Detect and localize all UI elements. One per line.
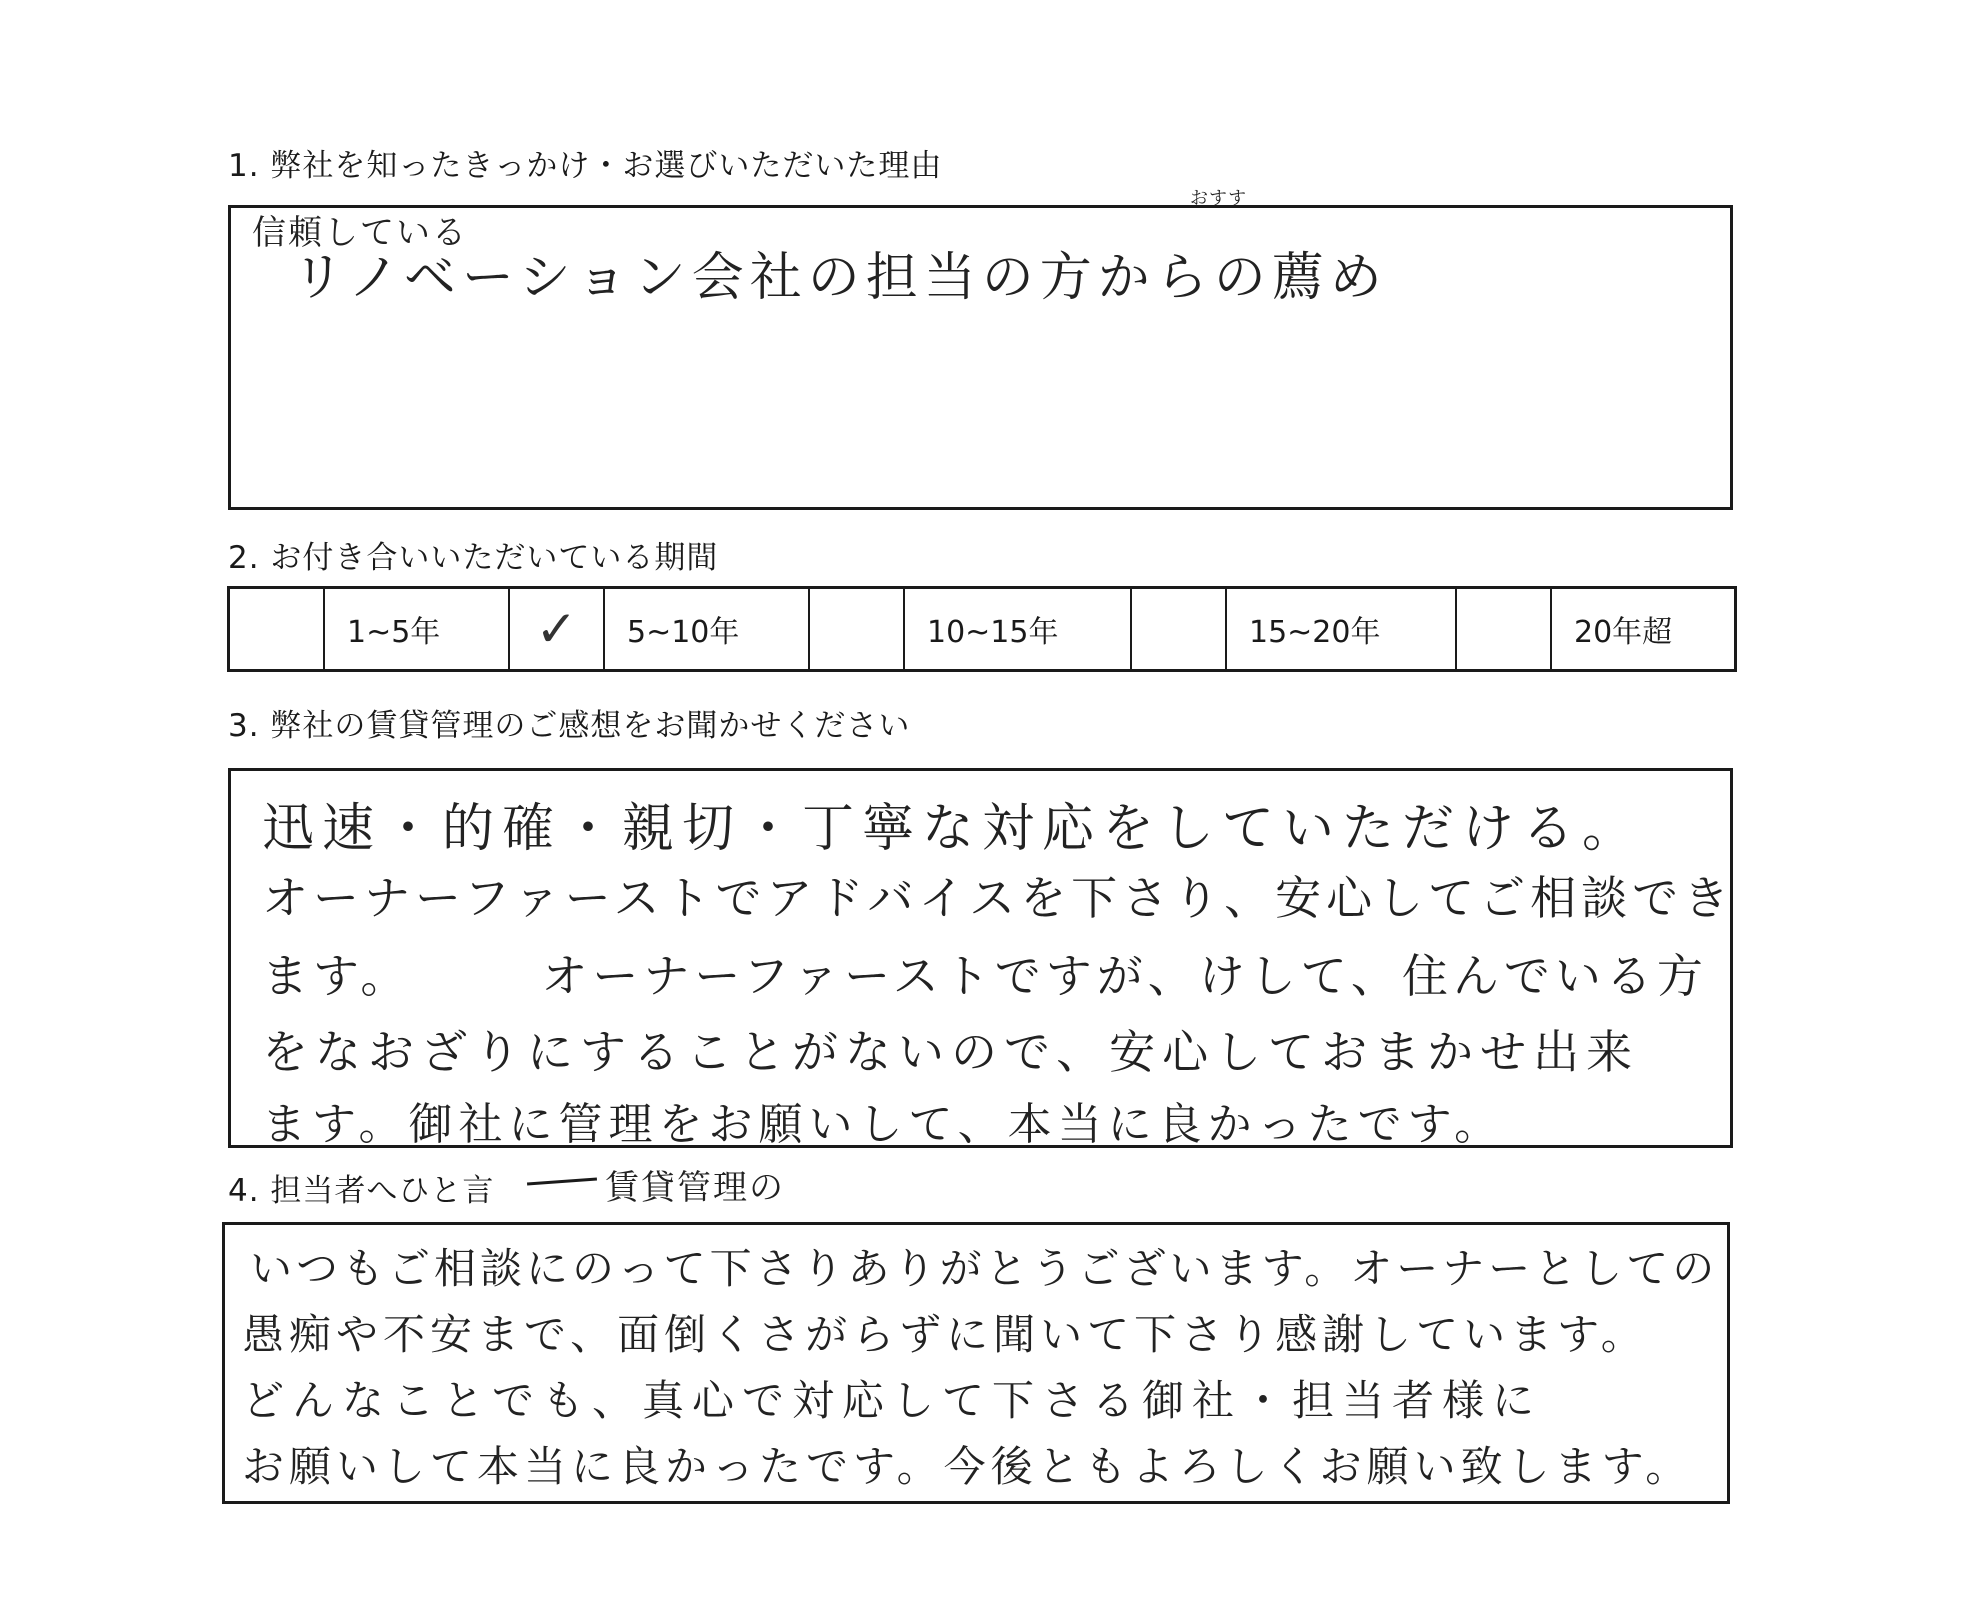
- period-label-4: 15~20年: [1227, 589, 1457, 669]
- q1-ruby: おすす: [1190, 188, 1248, 209]
- q4-line-4: お願いして本当に良かったです。今後ともよろしくお願い致します。: [242, 1442, 1693, 1491]
- q3-line-3: ます。 オーナーファーストですが、けして、住んでいる方: [262, 949, 1708, 1003]
- q3-line-2: オーナーファーストでアドバイスを下さり、安心してご相談でき: [262, 871, 1735, 925]
- q1-annotation: 信頼している: [252, 213, 468, 253]
- period-checkbox-1[interactable]: [230, 589, 325, 669]
- q4-line-2: 愚痴や不安まで、面倒くさがらずに聞いて下さり感謝しています。: [242, 1310, 1648, 1359]
- period-checkbox-4[interactable]: [1132, 589, 1227, 669]
- period-table: [227, 586, 1737, 672]
- q4-line-3: どんなことでも、真心で対応して下さる御社・担当者様に: [242, 1376, 1543, 1425]
- period-label-1: 1~5年: [325, 589, 510, 669]
- period-label-5: 20年超: [1574, 615, 1673, 650]
- q1-title: 1. 弊社を知ったきっかけ・お選びいただいた理由: [228, 148, 943, 184]
- q3-line-1: 迅速・的確・親切・丁寧な対応をしていただける。: [262, 799, 1643, 859]
- period-label-3: 10~15年: [905, 589, 1132, 669]
- q3-line-5: ます。御社に管理をお願いして、本当に良かったです。: [262, 1099, 1505, 1150]
- period-checkbox-2[interactable]: [510, 589, 605, 669]
- period-label-2: 5~10年: [605, 589, 810, 669]
- q1-answer-text: リノベーション会社の担当の方からの薦め: [292, 248, 1388, 308]
- period-checkbox-3[interactable]: [810, 589, 905, 669]
- check-mark: ✓: [535, 600, 578, 658]
- q4-annotation: 賃貸管理の: [605, 1168, 785, 1208]
- period-checkbox-5[interactable]: [1457, 589, 1552, 669]
- q4-line-1: いつもご相談にのって下さりありがとうございます。オーナーとしての: [250, 1244, 1719, 1293]
- q4-title: 4. 担当者へひと言: [228, 1173, 495, 1209]
- q4-annotation-pointer: [527, 1178, 597, 1186]
- q2-title: 2. お付き合いいただいている期間: [228, 540, 719, 576]
- q3-line-4: をなおざりにすることがないので、安心しておまかせ出来: [262, 1025, 1640, 1079]
- q3-title: 3. 弊社の賃貸管理のご感想をお聞かせください: [228, 708, 911, 744]
